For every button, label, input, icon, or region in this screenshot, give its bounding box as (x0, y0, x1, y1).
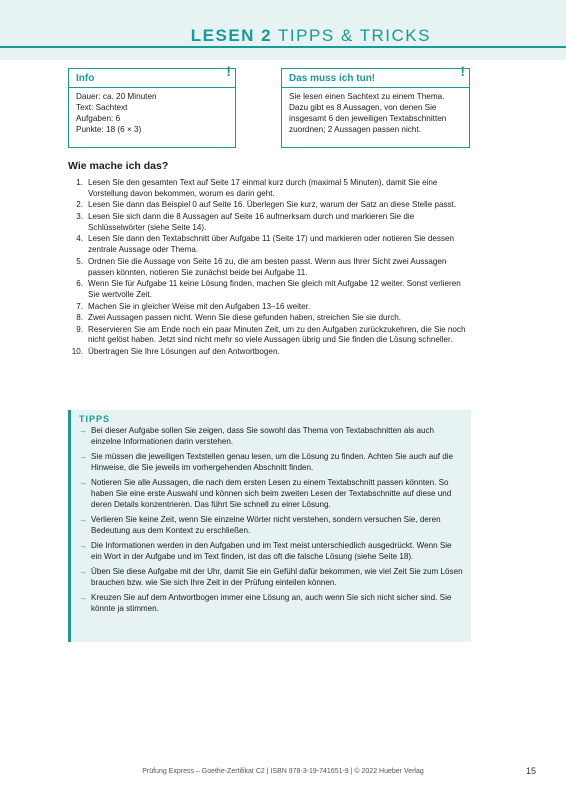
arrow-right-icon: → (79, 426, 87, 435)
step-item: 4. Lesen Sie dann den Textabschnitt über Aufgabe 11 (Seite 17) und markieren oder notieren Sie dessen zentrale Aussage oder Thema. (76, 234, 454, 255)
info-duration: Dauer: ca. 20 Minuten (76, 92, 157, 101)
how-to-steps (68, 178, 468, 358)
arrow-right-icon: → (79, 478, 87, 488)
info-box (68, 63, 236, 148)
tip-item: → Üben Sie diese Aufgabe mit der Uhr, damit Sie ein Gefühl dafür bekommen, wie viel Zeit Sie zum Lösen brauchen bzw. wie Sie sich Ihre Zeit in der Prüfung einteilen können. (79, 567, 463, 588)
info-task-count: Aufgaben: 6 (76, 114, 121, 123)
page-title-subtitle: TIPPS & TRICKS (278, 26, 431, 45)
info-text-type: Text: Sachtext (76, 103, 128, 112)
tip-item: → Die Informationen werden in den Aufgaben und im Text meist unterschiedlich ausgedrückt. Wenn Sie ein Wort in der Aufgabe und im Text finden, ist das oft die falsche Lösung (siehe Seite 18). (79, 541, 452, 561)
step-item: 9. Reservieren Sie am Ende noch ein paar Minuten Zeit, um zu den Aufgaben zurückzukehren, die Sie noch nicht gelöst haben. Jetzt sind nicht mehr so viele Aussagen übrig und Sie finden die Lösung schneller. (76, 324, 466, 345)
step-item: 6. Wenn Sie für Aufgabe 11 keine Lösung finden, machen Sie gleich mit Aufgabe 12 weiter. Sonst verlieren Sie wertvolle Zeit. (76, 279, 461, 300)
arrow-right-icon: → (79, 452, 87, 462)
page-title (191, 26, 431, 46)
header-rule (0, 46, 566, 48)
footer-credits: Prüfung Express – Goethe-Zertifikat C2 | ISBN 978-3-19-741651-9 | © 2022 Hueber Verlag (142, 768, 424, 775)
arrow-right-icon: → (79, 593, 87, 603)
must-do-box-text: Sie lesen einen Sachtext zu einem Thema. Dazu gibt es 8 Aussagen, von denen Sie insgesamt 6 den jeweiligen Textabschnitten zuordnen; 2 Aussagen passen nicht. (289, 92, 447, 134)
step-item: 10. Übertragen Sie Ihre Lösungen auf den Antwortbogen. (71, 346, 280, 356)
step-item: 8. Zwei Aussagen passen nicht. Wenn Sie diese gefunden haben, streichen Sie sie durch. (76, 313, 402, 323)
arrow-right-icon: → (79, 515, 87, 525)
must-do-box-header (282, 63, 469, 88)
tip-item: → Notieren Sie alle Aussagen, die nach dem ersten Lesen zu einem Textabschnitt passen könnten. So haben Sie eine erste Auswahl und können sich beim zweiten Lesen der Textabschnitte auf diese und deren Details konzentrieren. Das führt Sie schnell zu einer Lösung. (79, 478, 452, 509)
step-item: 3. Lesen Sie sich dann die 8 Aussagen auf Seite 16 aufmerksam durch und markieren Sie die Schlüsselwörter (siehe Seite 14). (76, 211, 415, 232)
tips-heading: TIPPS (79, 414, 111, 424)
info-box-body (76, 91, 230, 135)
exclamation-icon: ! (460, 63, 465, 79)
exclamation-icon: ! (226, 63, 231, 79)
step-item: 1. Lesen Sie den gesamten Text auf Seite 17 einmal kurz durch (maximal 5 Minuten), damit Sie eine Vorstellung davon bekommen, worum es darin geht. (76, 178, 438, 198)
page-number: 15 (526, 766, 537, 776)
tip-item: → Verlieren Sie keine Zeit, wenn Sie einzelne Wörter nicht verstehen, sondern versuchen Sie, deren Bedeutung aus dem Kontext zu erschließen. (79, 515, 441, 535)
tips-box (68, 410, 471, 642)
must-do-box (281, 63, 470, 148)
step-item: 7. Machen Sie in gleicher Weise mit den Aufgaben 13–16 weiter. (76, 301, 311, 311)
tip-item: → Bei dieser Aufgabe sollen Sie zeigen, dass Sie sowohl das Thema von Textabschnitten als auch einzelne Informationen darin verstehen. (79, 426, 434, 446)
how-to-heading: Wie mache ich das? (68, 160, 169, 172)
arrow-right-icon: → (79, 541, 87, 551)
arrow-right-icon: → (79, 567, 87, 577)
step-item: 5. Ordnen Sie die Aussage von Seite 16 zu, die am besten passt. Wenn aus Ihrer Sicht zwei Aussagen passen könnten, notieren Sie zunächst beide bei Aufgabe 11. (76, 256, 447, 277)
tip-item: → Kreuzen Sie auf dem Antwortbogen immer eine Lösung an, auch wenn Sie sich nicht sicher sind. Sie könnte ja stimmen. (79, 593, 452, 614)
tips-list (79, 426, 464, 619)
step-item: 2. Lesen Sie dann das Beispiel 0 auf Seite 16. Überlegen Sie kurz, warum der Satz an diese Stelle passt. (76, 200, 457, 210)
must-do-box-title: Das muss ich tun! (289, 73, 376, 84)
info-box-header (69, 63, 235, 88)
info-points: Punkte: 18 (6 × 3) (76, 125, 142, 134)
tip-item: → Sie müssen die jeweiligen Textstellen genau lesen, um die Lösung zu finden. Achten Sie auch auf die Hinweise, die Sie jeweils im vorhergehenden Abschnitt finden. (79, 452, 454, 472)
page-title-section: LESEN 2 (190, 26, 273, 45)
info-box-title: Info (76, 73, 95, 84)
